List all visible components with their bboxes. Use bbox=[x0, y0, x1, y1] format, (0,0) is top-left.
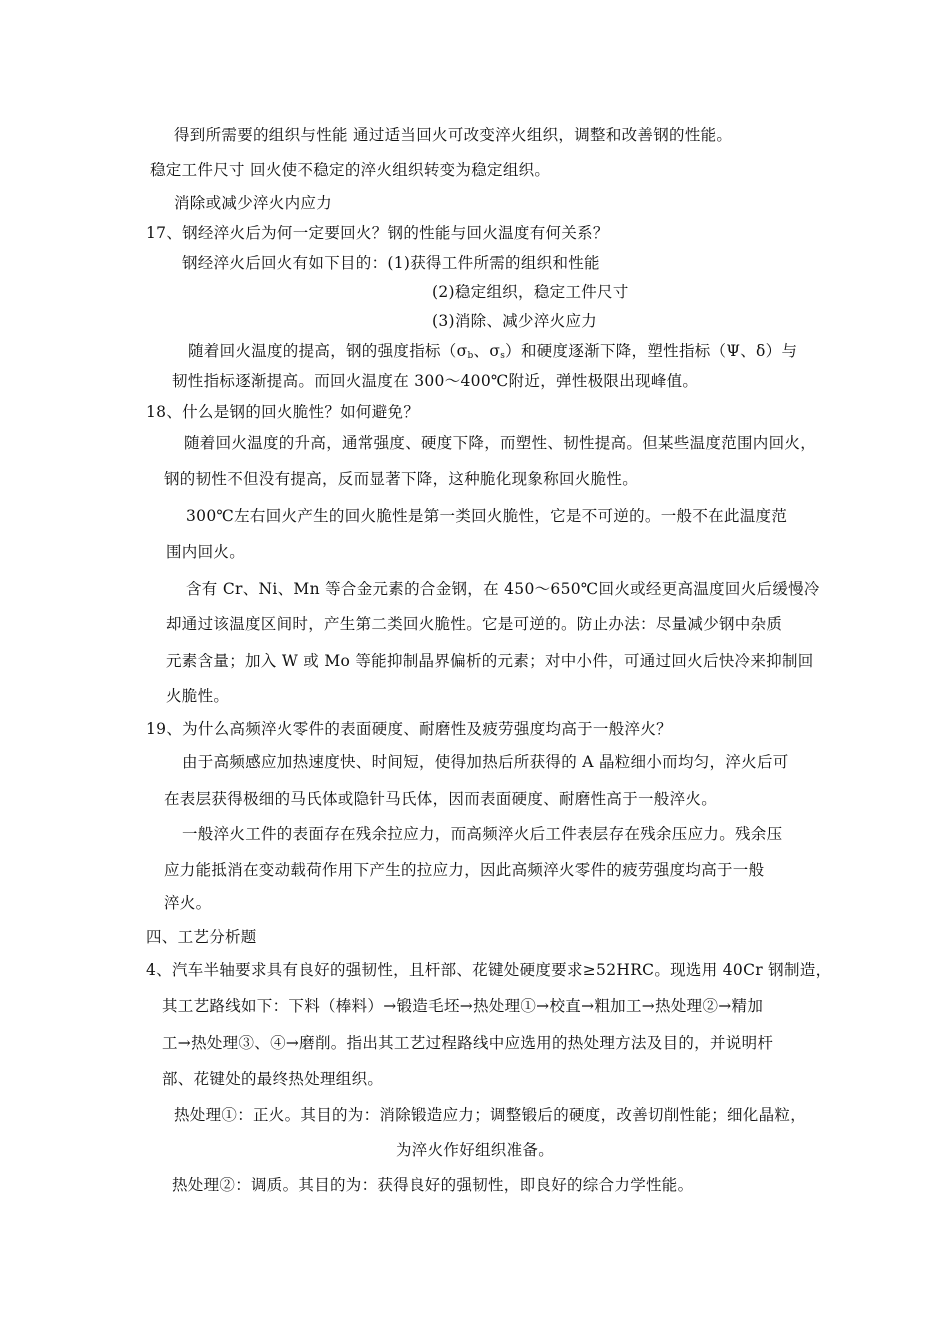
text-line: 淬火。 bbox=[164, 894, 212, 912]
section-heading: 四、工艺分析题 bbox=[146, 928, 257, 946]
text-line: 应力能抵消在变动载荷作用下产生的拉应力，因此高频淬火零件的疲劳强度均高于一般 bbox=[164, 861, 765, 879]
text-line: (2)稳定组织，稳定工件尺寸 bbox=[432, 283, 629, 301]
text-segment: 、σ bbox=[473, 342, 501, 360]
text-line: 其工艺路线如下：下料（棒料）→锻造毛坯→热处理①→校直→粗加工→热处理②→精加 bbox=[162, 997, 764, 1015]
text-line: 含有 Cr、Ni、Mn 等合金元素的合金钢，在 450～650℃回火或经更高温度回火后缓慢冷 bbox=[186, 580, 820, 598]
text-line: 得到所需要的组织与性能 通过适当回火可改变淬火组织，调整和改善钢的性能。 bbox=[174, 126, 733, 144]
question-heading: 4、汽车半轴要求具有良好的强韧性，且杆部、花键处硬度要求≥52HRC。现选用 40Cr 钢制造， bbox=[146, 961, 832, 979]
text-line: 随着回火温度的升高，通常强度、硬度下降，而塑性、韧性提高。但某些温度范围内回火， bbox=[184, 434, 817, 452]
subscript: b bbox=[467, 351, 474, 361]
text-line: 工→热处理③、④→磨削。指出其工艺过程路线中应选用的热处理方法及目的，并说明杆 bbox=[162, 1034, 774, 1052]
text-line: 热处理①：正火。其目的为：消除锻造应力；调整锻后的硬度，改善切削性能；细化晶粒， bbox=[174, 1106, 807, 1124]
text-line: 钢的韧性不但没有提高，反而显著下降，这种脆化现象称回火脆性。 bbox=[164, 470, 639, 488]
text-line: 韧性指标逐渐提高。而回火温度在 300～400℃附近，弹性极限出现峰值。 bbox=[172, 372, 699, 390]
subscript: s bbox=[500, 351, 506, 361]
text-line bbox=[188, 341, 797, 366]
question-heading: 17、钢经淬火后为何一定要回火？钢的性能与回火温度有何关系？ bbox=[146, 224, 609, 242]
text-line: 元素含量；加入 W 或 Mo 等能抑制晶界偏析的元素；对中小件，可通过回火后快冷来抑制回 bbox=[166, 652, 814, 670]
text-line: 火脆性。 bbox=[166, 687, 230, 705]
question-heading: 18、什么是钢的回火脆性？如何避免？ bbox=[146, 403, 420, 421]
question-heading: 19、为什么高频淬火零件的表面硬度、耐磨性及疲劳强度均高于一般淬火？ bbox=[146, 720, 672, 738]
text-line: 由于高频感应加热速度快、时间短，使得加热后所获得的 A 晶粒细小而均匀，淬火后可 bbox=[182, 753, 789, 771]
text-line: 消除或减少淬火内应力 bbox=[174, 194, 333, 212]
text-line: 钢经淬火后回火有如下目的：(1)获得工件所需的组织和性能 bbox=[182, 254, 600, 272]
text-line: 却通过该温度区间时，产生第二类回火脆性。它是可逆的。防止办法：尽量减少钢中杂质 bbox=[166, 615, 783, 633]
text-segment: 随着回火温度的提高，钢的强度指标（σ bbox=[188, 342, 468, 360]
text-line: 热处理②：调质。其目的为：获得良好的强韧性，即良好的综合力学性能。 bbox=[172, 1176, 694, 1194]
text-line: 稳定工件尺寸 回火使不稳定的淬火组织转变为稳定组织。 bbox=[150, 161, 551, 179]
text-line: 在表层获得极细的马氏体或隐针马氏体，因而表面硬度、耐磨性高于一般淬火。 bbox=[164, 790, 718, 808]
text-line: (3)消除、减少淬火应力 bbox=[432, 312, 598, 330]
text-line: 300℃左右回火产生的回火脆性是第一类回火脆性，它是不可逆的。一般不在此温度范 bbox=[186, 507, 788, 525]
text-segment: ）和硬度逐渐下降，塑性指标（Ψ、δ）与 bbox=[505, 342, 798, 360]
text-line: 部、花键处的最终热处理组织。 bbox=[162, 1070, 384, 1088]
text-line: 为淬火作好组织准备。 bbox=[396, 1141, 555, 1159]
text-line: 围内回火。 bbox=[166, 543, 246, 561]
text-line: 一般淬火工件的表面存在残余拉应力，而高频淬火后工件表层存在残余压应力。残余压 bbox=[182, 825, 783, 843]
